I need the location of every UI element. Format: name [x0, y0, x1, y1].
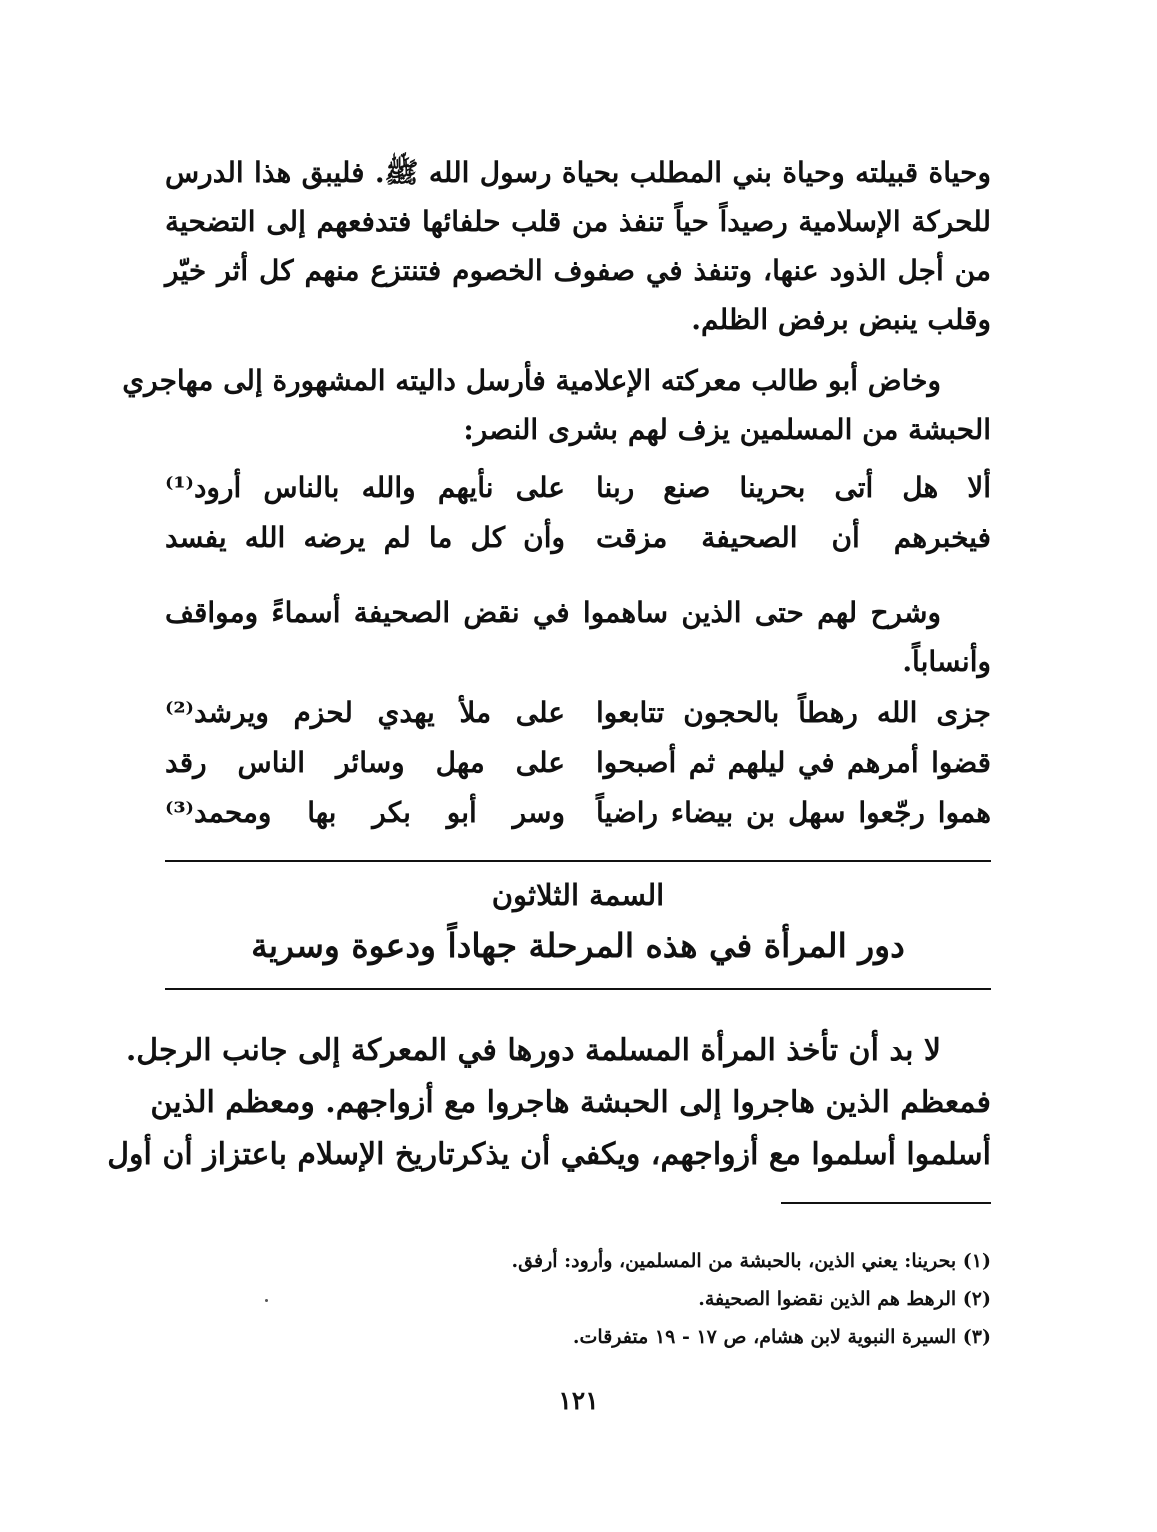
paragraph-line: وقلب ينبض برفض الظلم. [691, 303, 991, 336]
paragraph-2 [122, 356, 991, 454]
section-subtitle: دور المرأة في هذه المرحلة جهاداً ودعوة وسرية [251, 926, 905, 965]
poem-verse [165, 787, 991, 837]
poem-1 [165, 462, 991, 562]
verse-second-hemistich: وأن كل ما لم يرضه الله يفسد [165, 520, 565, 554]
paragraph-line: لا بد أن تأخذ المرأة المسلمة دورها في المعركة إلى جانب الرجل. [125, 1033, 941, 1068]
verse-first-hemistich: فيخبرهم أن الصحيفة مزقت [596, 520, 991, 554]
paragraph-4 [107, 1025, 991, 1181]
verse-first-hemistich: قضوا أمرهم في ليلهم ثم أصبحوا [596, 745, 991, 779]
paragraph-line: من أجل الذود عنها، وتنفذ في صفوف الخصوم فتنتزع منهم كل أثر خيّر [165, 254, 991, 287]
poem-verse [165, 737, 991, 787]
verse-second-hemistich: على نأيهم والله بالناس أرود⁽¹⁾ [165, 470, 565, 504]
footnote-separator [781, 1202, 991, 1204]
paragraph-line: وشرح لهم حتى الذين ساهموا في نقض الصحيفة أسماءً ومواقف [165, 596, 941, 629]
verse-second-hemistich: على مهل وسائر الناس رقد [165, 745, 565, 779]
paragraph-line: وأنساباً. [902, 645, 991, 678]
section-title: السمة الثلاثون [491, 878, 665, 912]
paragraph-line: وحياة قبيلته وحياة بني المطلب بحياة رسول الله ﷺ. فليبق هذا الدرس [165, 156, 991, 189]
poem-verse [165, 687, 991, 737]
paragraph-line: وخاض أبو طالب معركته الإعلامية فأرسل داليته المشهورة إلى مهاجري [122, 364, 941, 397]
speck-mark [265, 1299, 268, 1302]
verse-first-hemistich: جزى الله رهطاً بالحجون تتابعوا [596, 695, 991, 729]
paragraph-line: للحركة الإسلامية رصيداً حياً تنفذ من قلب حلفائها فتدفعهم إلى التضحية [165, 205, 991, 238]
paragraph-3 [165, 588, 991, 686]
section-rule-bottom [165, 988, 991, 990]
verse-first-hemistich: هموا رجّعوا سهل بن بيضاء راضياً [596, 795, 991, 829]
section-rule-top [165, 860, 991, 862]
paragraph-line: فمعظم الذين هاجروا إلى الحبشة هاجروا مع أزواجهم. ومعظم الذين [150, 1085, 991, 1120]
paragraph-line: أسلموا أسلموا مع أزواجهم، ويكفي أن يذكرتاريخ الإسلام باعتزاز أن أول [107, 1137, 991, 1172]
verse-first-hemistich: ألا هل أتى بحرينا صنع ربنا [596, 470, 991, 504]
footnote: (٢) الرهط هم الذين نقضوا الصحيفة. [698, 1288, 991, 1310]
paragraph-1 [165, 148, 991, 344]
verse-second-hemistich: وسر أبو بكر بها ومحمد⁽³⁾ [165, 795, 565, 829]
footnote: (٣) السيرة النبوية لابن هشام، ص ١٧ - ١٩ متفرقات. [572, 1326, 991, 1348]
footnotes [165, 1242, 991, 1356]
poem-2 [165, 687, 991, 837]
verse-second-hemistich: على ملأ يهدي لحزم ويرشد⁽²⁾ [165, 695, 565, 729]
poem-verse [165, 512, 991, 562]
poem-verse [165, 462, 991, 512]
footnote: (١) بحرينا: يعني الذين، بالحبشة من المسلمين، وأرود: أرفق. [511, 1250, 991, 1272]
paragraph-line: الحبشة من المسلمين يزف لهم بشرى النصر: [463, 413, 991, 446]
page-number: ١٢١ [558, 1386, 599, 1415]
